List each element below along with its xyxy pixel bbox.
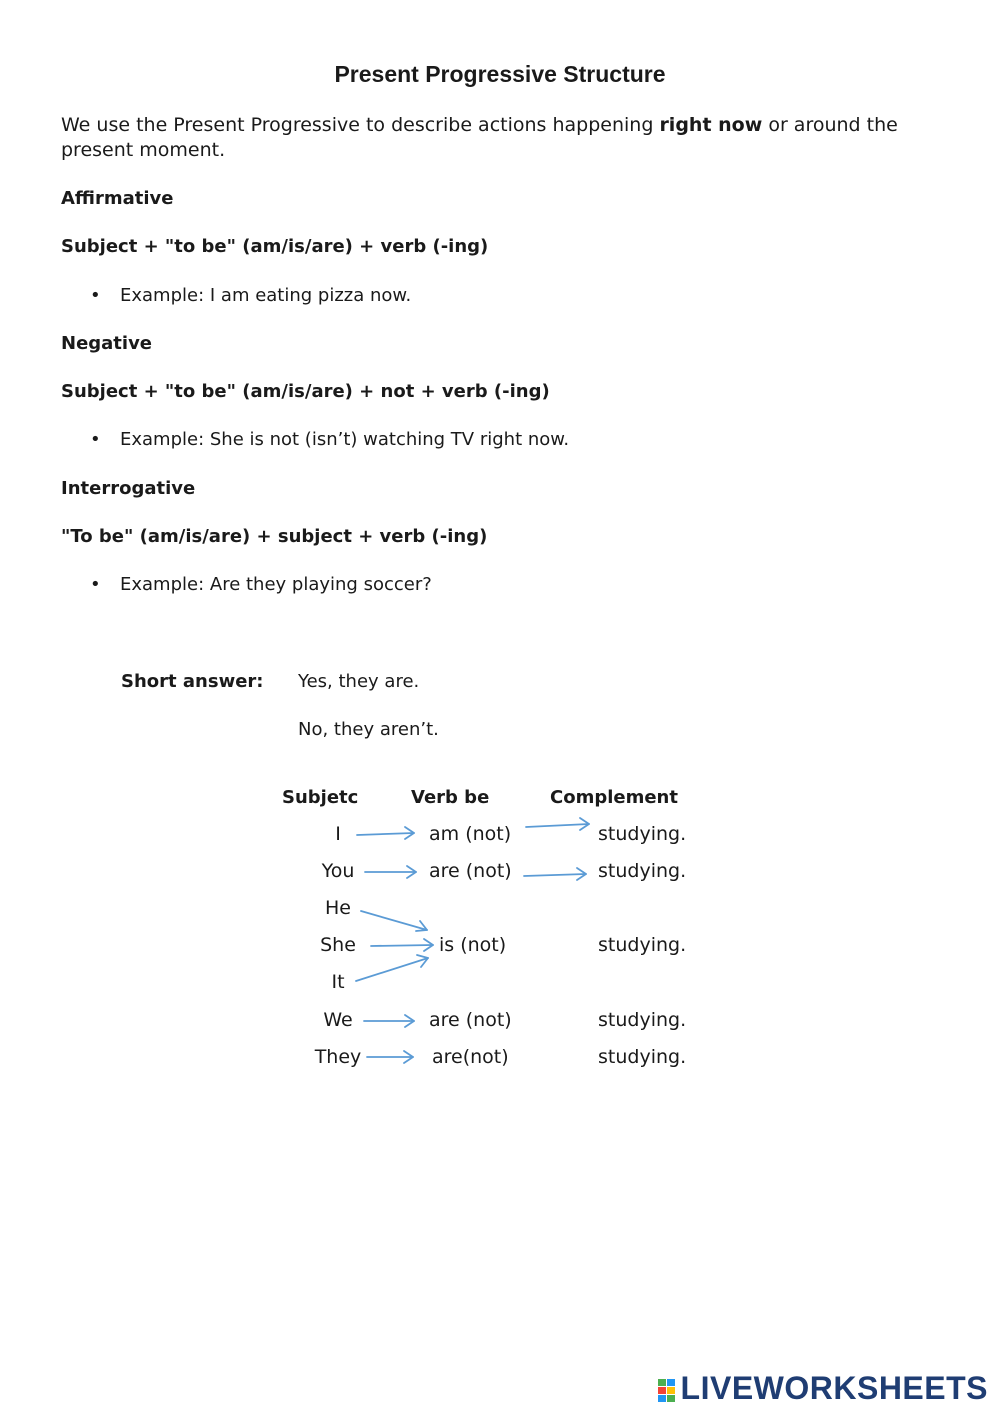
intro-text-end: or around the present moment. — [61, 114, 898, 161]
formula-negative: Subject + "to be" (am/is/are) + not + verb (-ing) — [61, 381, 550, 402]
header-verb-be: Verb be — [411, 787, 490, 808]
subject-it: It — [331, 971, 345, 993]
subject-you: You — [321, 860, 355, 882]
arrow-they-to-are — [367, 1051, 413, 1063]
verb-are-not-they: are(not) — [432, 1046, 509, 1068]
subject-we: We — [323, 1009, 353, 1031]
bullet-icon: • — [90, 429, 101, 450]
verb-are-not-we: are (not) — [429, 1009, 512, 1031]
complement-studying: studying. — [598, 823, 687, 845]
intro-text-start: We use the Present Progressive to describe actions happening — [61, 114, 660, 136]
formula-affirmative: Subject + "to be" (am/is/are) + verb (-ing) — [61, 236, 489, 257]
verb-are-not: are (not) — [429, 860, 512, 882]
example-interrogative-text: Example: Are they playing soccer? — [120, 574, 432, 595]
header-subject: Subjetc — [282, 787, 359, 808]
arrow-are-to-studying — [524, 868, 586, 880]
brand-logo — [658, 1370, 988, 1407]
bullet-icon: • — [90, 285, 101, 306]
header-complement: Complement — [550, 787, 678, 808]
bullet-icon: • — [90, 574, 101, 595]
subject-she: She — [320, 934, 356, 956]
arrow-he-to-is — [361, 911, 427, 931]
complement-studying: studying. — [598, 860, 687, 882]
arrow-i-to-am — [357, 827, 414, 839]
arrow-we-to-are — [364, 1015, 414, 1027]
formula-interrogative: "To be" (am/is/are) + subject + verb (-ing) — [61, 526, 488, 547]
arrow-am-to-studying — [526, 818, 589, 830]
section-heading-negative: Negative — [61, 333, 153, 354]
arrow-it-to-is — [356, 955, 428, 981]
complement-studying: studying. — [598, 1046, 687, 1068]
liveworksheets-logo-icon — [658, 1377, 678, 1401]
complement-studying: studying. — [598, 1009, 687, 1031]
section-heading-affirmative: Affirmative — [61, 188, 174, 209]
brand-name: LIVEWORKSHEETS — [680, 1370, 988, 1406]
example-negative-text: Example: She is not (isn’t) watching TV right now. — [120, 429, 570, 450]
short-answer-no: No, they aren’t. — [298, 719, 439, 740]
section-heading-interrogative: Interrogative — [61, 478, 196, 499]
intro-text-bold: right now — [659, 114, 763, 136]
arrow-you-to-are — [365, 866, 416, 878]
verb-am-not: am (not) — [429, 823, 512, 845]
arrow-she-to-is — [371, 939, 433, 951]
short-answer-label: Short answer: — [121, 671, 264, 692]
verb-is-not: is (not) — [439, 934, 507, 956]
example-affirmative-text: Example: I am eating pizza now. — [120, 285, 412, 306]
page-title: Present Progressive Structure — [334, 61, 666, 87]
subject-he: He — [325, 897, 351, 919]
short-answer-yes: Yes, they are. — [298, 671, 420, 692]
subject-i: I — [335, 823, 341, 845]
subject-they: They — [314, 1046, 362, 1068]
complement-studying: studying. — [598, 934, 687, 956]
